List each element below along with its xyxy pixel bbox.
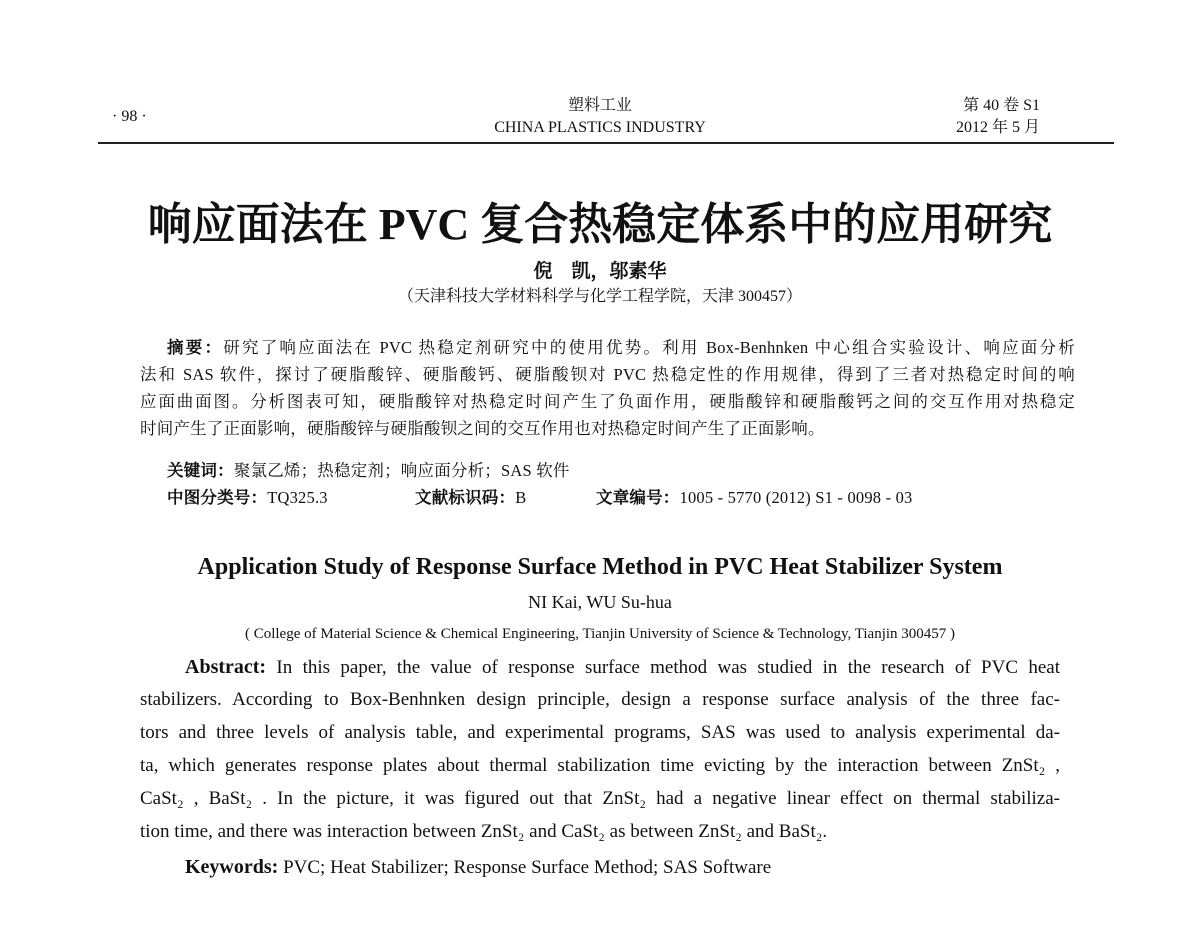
keywords-cn: 关键词：聚氯乙烯；热稳定剂；响应面分析；SAS 软件 bbox=[167, 461, 570, 480]
abstract-en-line: ta, which generates response plates about thermal stabilization time evicting by the interaction between ZnSt₂ , bbox=[140, 755, 1060, 776]
journal-name-cn: 塑料工业 bbox=[567, 97, 632, 114]
document-code: 文献标识码：B bbox=[415, 488, 527, 507]
abstract-cn-line: 摘要：研究了响应面法在 PVC 热稳定剂研究中的使用优势。利用 Box-Benhnken 中心组合实验设计、响应面分析 bbox=[167, 338, 1075, 357]
abstract-en-line: stabilizers. According to Box-Benhnken design principle, design a response surface analysis of the three fac- bbox=[140, 689, 1060, 710]
clc-number: 中图分类号：TQ325.3 bbox=[167, 488, 328, 507]
abstract-en-label: Abstract: bbox=[185, 656, 267, 678]
title-cn: 响应面法在 PVC 复合热稳定体系中的应用研究 bbox=[147, 200, 1053, 249]
volume: 第 40 卷 S1 bbox=[963, 97, 1040, 114]
title-en: Application Study of Response Surface Method in PVC Heat Stabilizer System bbox=[197, 554, 1003, 580]
abstract-en-line: Abstract: In this paper, the value of response surface method was studied in the research of PVC heat bbox=[185, 656, 1060, 678]
issue-date: 2012 年 5 月 bbox=[955, 119, 1040, 136]
keywords-en: Keywords: PVC; Heat Stabilizer; Response Surface Method; SAS Software bbox=[185, 856, 772, 878]
affiliation-en: ( College of Material Science & Chemical Engineering, Tianjin University of Science & Technology, Tianjin 300457 ) bbox=[244, 626, 956, 642]
abstract-cn-line: 时间产生了正面影响，硬脂酸锌与硬脂酸钡之间的交互作用也对热稳定时间产生了正面影响。 bbox=[140, 419, 825, 438]
affiliation-cn: （天津科技大学材料科学与化学工程学院，天津 300457） bbox=[397, 288, 802, 305]
header-rule bbox=[98, 142, 1114, 144]
abstract-cn-label: 摘要： bbox=[167, 338, 224, 357]
journal-name-en: CHINA PLASTICS INDUSTRY bbox=[494, 119, 706, 136]
abstract-cn-line: 应面曲面图。分析图表可知，硬脂酸锌对热稳定时间产生了负面作用，硬脂酸锌和硬脂酸钙之间的交互作用对热稳定 bbox=[140, 392, 1075, 411]
authors-cn: 倪 凯，邬素华 bbox=[533, 261, 667, 282]
abstract-en-line: CaSt₂ , BaSt₂ . In the picture, it was figured out that ZnSt₂ had a negative linear effect on thermal stabiliza- bbox=[140, 788, 1060, 809]
page-number: · 98 · bbox=[112, 108, 147, 125]
abstract-en-line: tors and three levels of analysis table, and experimental programs, SAS was used to analysis experimental da- bbox=[140, 722, 1060, 743]
authors-en: NI Kai, WU Su-hua bbox=[528, 592, 672, 612]
abstract-en-line: tion time, and there was interaction between ZnSt₂ and CaSt₂ as between ZnSt₂ and BaSt₂. bbox=[140, 821, 828, 842]
abstract-cn-line: 法和 SAS 软件，探讨了硬脂酸锌、硬脂酸钙、硬脂酸钡对 PVC 热稳定性的作用规律，得到了三者对热稳定时间的响 bbox=[140, 365, 1075, 384]
article-number: 文章编号：1005 - 5770 (2012) S1 - 0098 - 03 bbox=[596, 488, 913, 507]
